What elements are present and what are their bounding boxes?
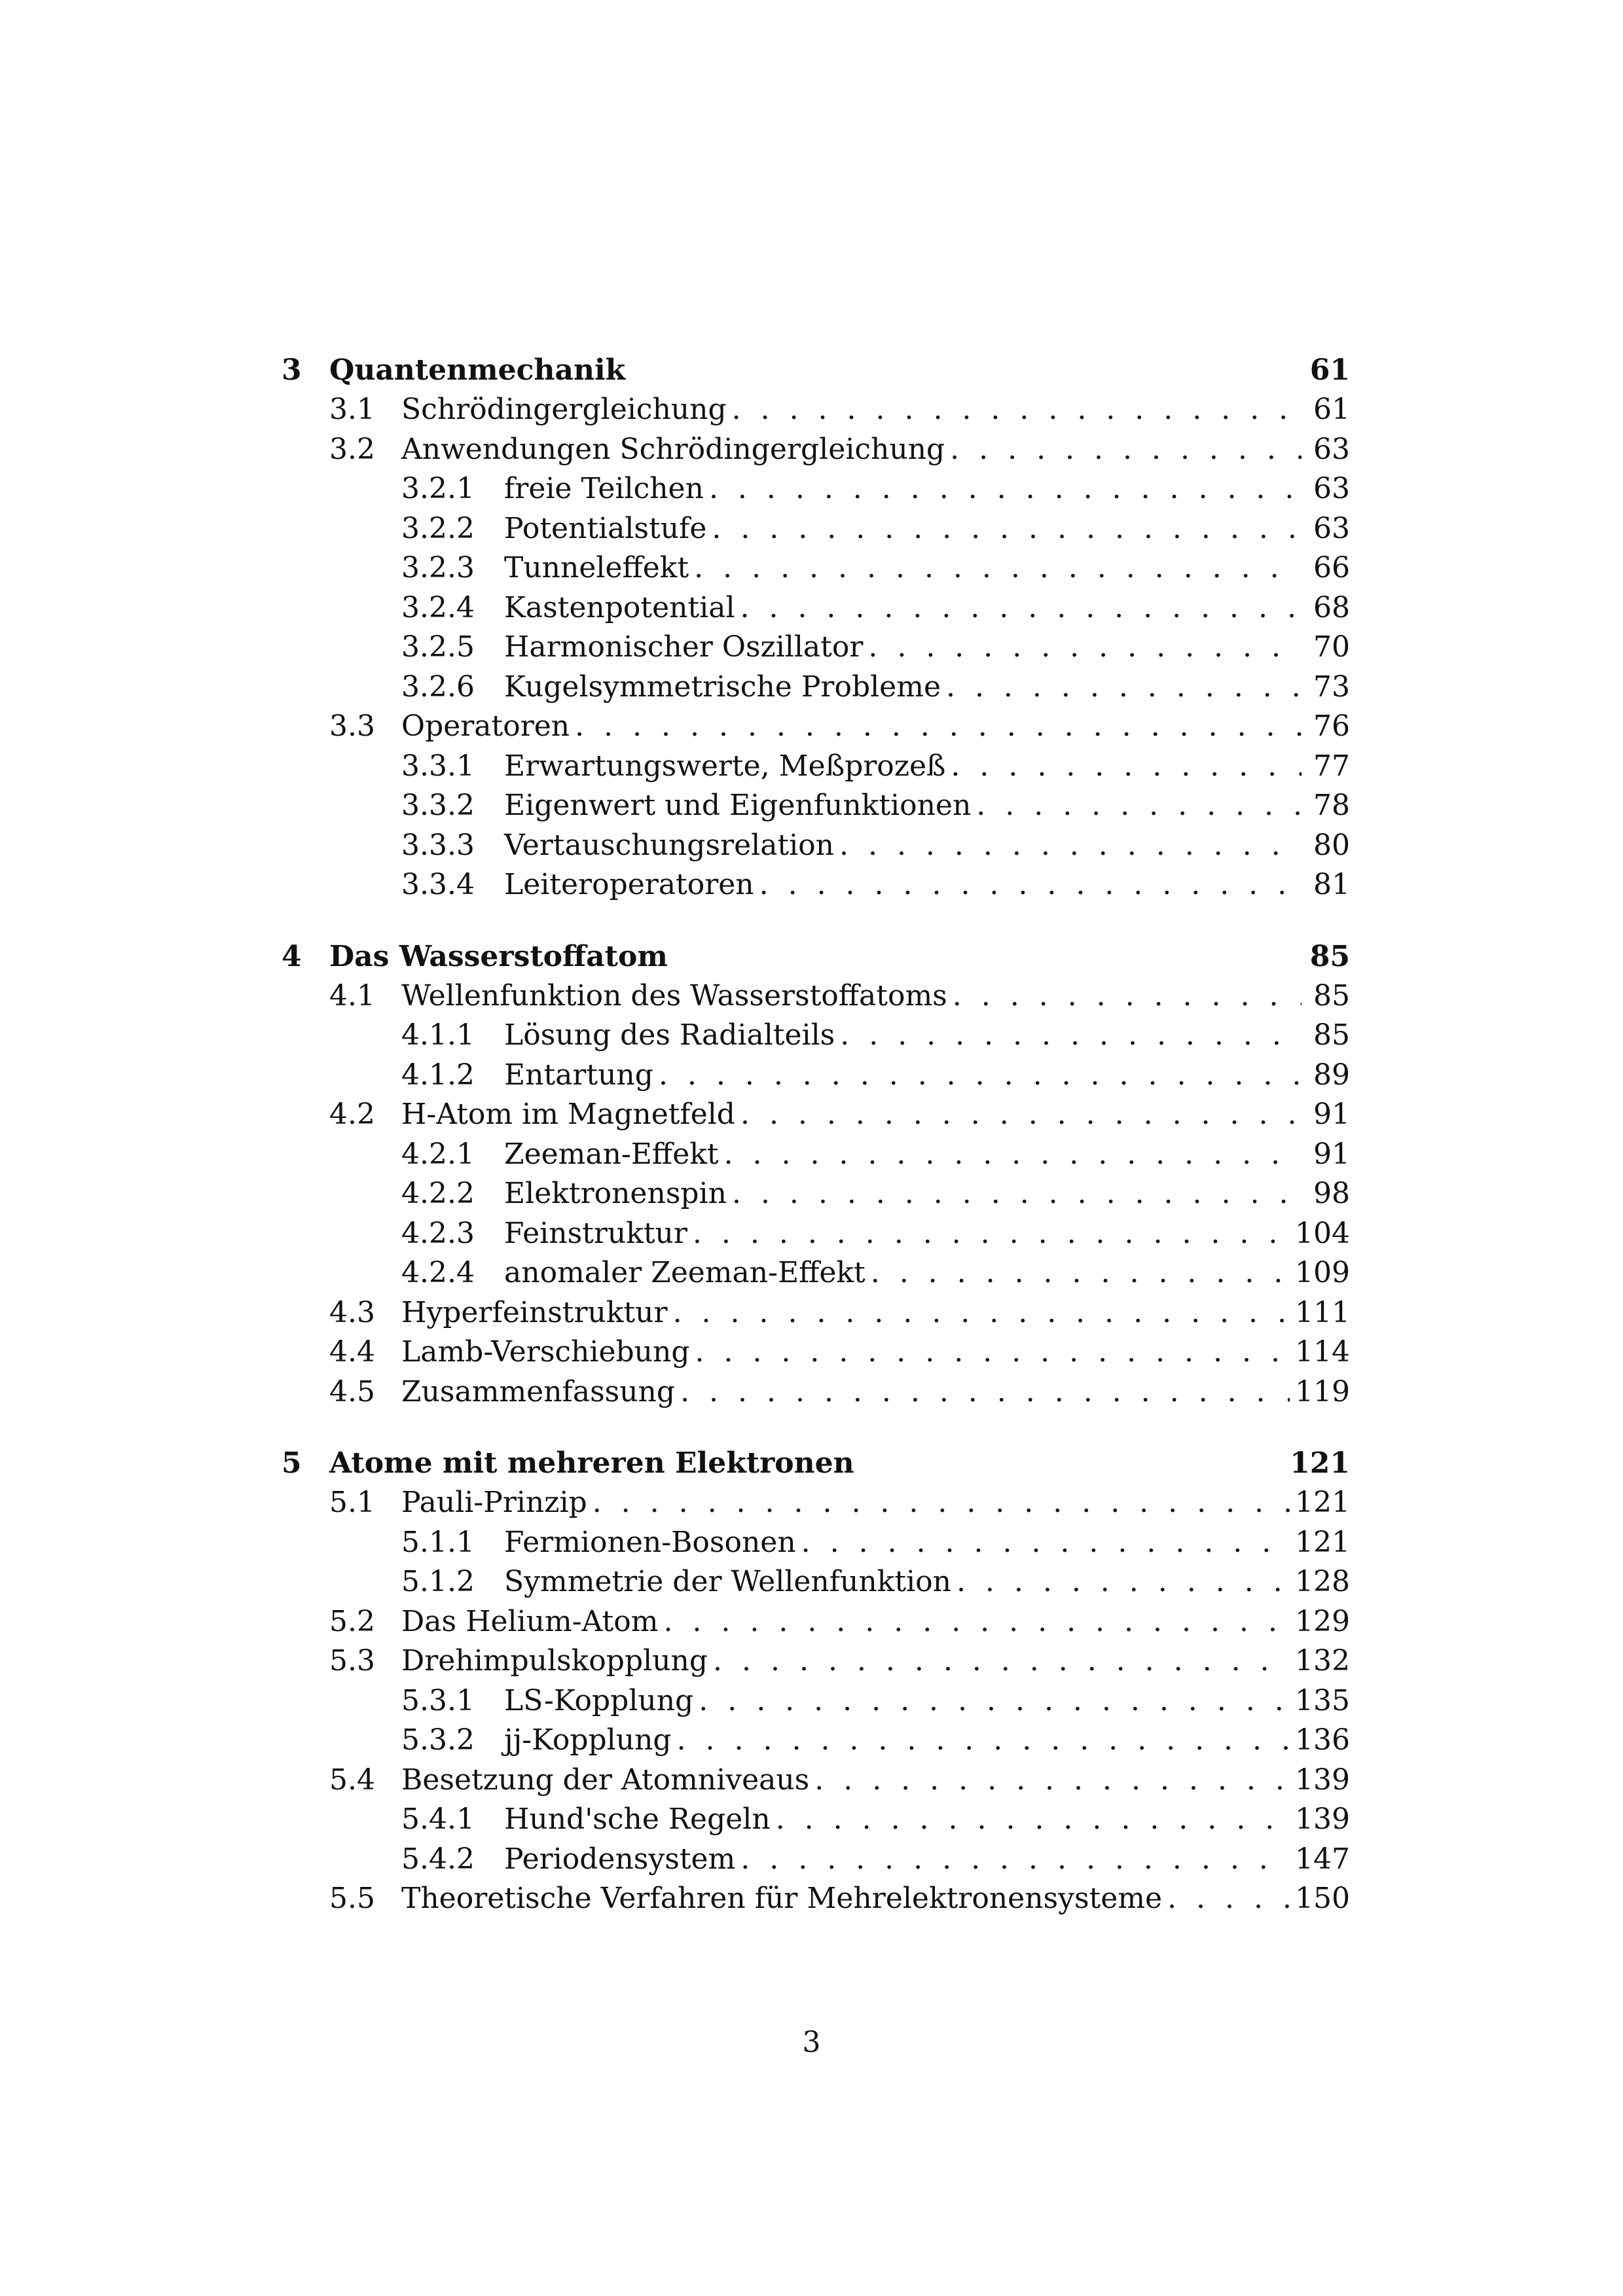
entry-title: Lösung des Radialteils — [504, 1018, 835, 1052]
dot-leader — [839, 826, 1302, 866]
entry-title: Feinstruktur — [504, 1216, 687, 1250]
entry-page: 73 — [1313, 670, 1350, 704]
entry-title: Lamb-Verschiebung — [401, 1335, 690, 1369]
entry-number: 5.3.2 — [401, 1723, 475, 1757]
toc-subsection[interactable] — [282, 865, 1350, 905]
toc-subsection[interactable] — [282, 1840, 1350, 1880]
dot-leader — [732, 1174, 1302, 1214]
chapter-spacer — [282, 1412, 1350, 1443]
entry-page: 119 — [1295, 1374, 1350, 1408]
entry-number: 4.2.3 — [401, 1216, 475, 1250]
entry-title: Fermionen-Bosonen — [504, 1525, 796, 1559]
dot-leader — [740, 1840, 1290, 1880]
toc-subsection[interactable] — [282, 1174, 1350, 1214]
entry-number: 5.3.1 — [401, 1683, 475, 1717]
entry-page: 139 — [1295, 1763, 1350, 1797]
entry-title: Periodensystem — [504, 1842, 736, 1876]
entry-title: Hyperfeinstruktur — [401, 1295, 668, 1329]
entry-number: 4.3 — [329, 1295, 375, 1329]
toc-subsection[interactable] — [282, 1721, 1350, 1761]
entry-number: 3.3.1 — [401, 749, 475, 783]
chapter-heading[interactable] — [282, 1443, 1350, 1483]
toc-subsection[interactable] — [282, 1253, 1350, 1293]
entry-number: 4.4 — [329, 1335, 375, 1369]
toc-subsection[interactable] — [282, 469, 1350, 509]
dot-leader — [693, 1214, 1290, 1254]
toc-section[interactable] — [282, 1641, 1350, 1681]
dot-leader — [680, 1372, 1290, 1412]
dot-leader — [663, 1602, 1290, 1642]
chapter-heading[interactable] — [282, 350, 1350, 390]
entry-title: Das Helium-Atom — [401, 1604, 659, 1638]
chapter-page: 121 — [1290, 1446, 1350, 1480]
entry-number: 3.2.4 — [401, 590, 475, 624]
entry-title: LS-Kopplung — [504, 1683, 694, 1717]
toc-section[interactable] — [282, 707, 1350, 747]
toc-section[interactable] — [282, 1095, 1350, 1135]
toc-section[interactable] — [282, 1761, 1350, 1801]
dot-leader — [951, 747, 1302, 787]
toc-section[interactable] — [282, 1372, 1350, 1412]
entry-title: Anwendungen Schrödingergleichung — [401, 432, 945, 466]
entry-title: Schrödingergleichung — [401, 393, 727, 426]
toc-subsection[interactable] — [282, 1562, 1350, 1602]
entry-page: 98 — [1313, 1177, 1350, 1210]
chapter-spacer — [282, 905, 1350, 937]
entry-page: 63 — [1313, 432, 1350, 466]
entry-title: Pauli-Prinzip — [401, 1486, 587, 1519]
dot-leader — [957, 1562, 1290, 1602]
entry-page: 114 — [1295, 1335, 1350, 1369]
dot-leader — [694, 548, 1302, 588]
entry-page: 66 — [1313, 551, 1350, 584]
entry-title: Zeeman-Effekt — [504, 1137, 719, 1171]
entry-number: 3.2 — [329, 432, 375, 466]
entry-page: 109 — [1295, 1256, 1350, 1289]
entry-number: 4.2.4 — [401, 1256, 475, 1289]
entry-page: 81 — [1313, 868, 1350, 901]
entry-title: Eigenwert und Eigenfunktionen — [504, 789, 972, 822]
entry-title: Zusammenfassung — [401, 1374, 676, 1408]
entry-title: anomaler Zeeman-Effekt — [504, 1256, 866, 1289]
entry-title: Kastenpotential — [504, 590, 735, 624]
toc-subsection[interactable] — [282, 1056, 1350, 1096]
entry-number: 4.2.2 — [401, 1177, 475, 1210]
entry-title: Tunneleffekt — [504, 551, 689, 584]
entry-number: 3.2.2 — [401, 511, 475, 545]
toc-subsection[interactable] — [282, 786, 1350, 826]
chapter-page: 61 — [1309, 353, 1350, 387]
dot-leader — [953, 977, 1302, 1016]
entry-page: 136 — [1295, 1723, 1350, 1757]
entry-title: Theoretische Verfahren für Mehrelektronensysteme — [401, 1882, 1163, 1915]
entry-number: 5.1.2 — [401, 1565, 475, 1598]
entry-page: 132 — [1295, 1644, 1350, 1677]
dot-leader — [709, 469, 1302, 509]
entry-page: 61 — [1313, 393, 1350, 426]
toc-section[interactable] — [282, 1333, 1350, 1372]
entry-number: 5.4.2 — [401, 1842, 475, 1876]
chapter-title: Das Wasserstoffatom — [329, 939, 668, 973]
toc-subsection[interactable] — [282, 1681, 1350, 1721]
entry-page: 129 — [1295, 1604, 1350, 1638]
entry-page: 89 — [1313, 1058, 1350, 1092]
entry-number: 4.1 — [329, 978, 375, 1013]
entry-number: 3.2.1 — [401, 472, 475, 505]
entry-title: Harmonischer Oszillator — [504, 630, 864, 664]
toc-section[interactable] — [282, 1483, 1350, 1523]
entry-title: Potentialstufe — [504, 511, 707, 545]
toc-subsection[interactable] — [282, 668, 1350, 708]
toc-section[interactable] — [282, 1879, 1350, 1919]
entry-title: Erwartungswerte, Meßprozeß — [504, 749, 946, 783]
dot-leader — [871, 1253, 1290, 1293]
entry-title: Besetzung der Atomniveaus — [401, 1763, 810, 1797]
entry-page: 70 — [1313, 630, 1350, 664]
entry-number: 4.1.2 — [401, 1058, 475, 1092]
chapter-heading[interactable] — [282, 937, 1350, 977]
entry-title: H-Atom im Magnetfeld — [401, 1098, 735, 1131]
dot-leader — [801, 1523, 1290, 1563]
dot-leader — [732, 390, 1302, 430]
entry-page: 135 — [1295, 1683, 1350, 1717]
dot-leader — [593, 1483, 1290, 1523]
entry-number: 5.1 — [329, 1486, 375, 1519]
entry-title: Entartung — [504, 1058, 653, 1092]
dot-leader — [713, 1641, 1290, 1681]
entry-page: 139 — [1295, 1803, 1350, 1836]
dot-leader — [575, 707, 1302, 747]
dot-leader — [712, 509, 1302, 549]
dot-leader — [677, 1721, 1290, 1761]
toc-subsection[interactable] — [282, 548, 1350, 588]
table-of-contents — [282, 350, 1350, 1919]
entry-number: 3.2.5 — [401, 630, 475, 664]
dot-leader — [950, 430, 1302, 470]
chapter-number: 4 — [282, 939, 302, 973]
entry-page: 121 — [1295, 1525, 1350, 1559]
dot-leader — [868, 628, 1302, 668]
entry-number: 5.3 — [329, 1644, 375, 1677]
dot-leader — [673, 1293, 1290, 1333]
entry-title: Kugelsymmetrische Probleme — [504, 670, 941, 704]
dot-leader — [1167, 1879, 1290, 1919]
dot-leader — [840, 1016, 1302, 1056]
entry-page: 63 — [1313, 472, 1350, 505]
dot-leader — [740, 1095, 1302, 1135]
entry-page: 128 — [1295, 1565, 1350, 1598]
entry-page: 76 — [1313, 709, 1350, 743]
toc-section[interactable] — [282, 977, 1350, 1016]
toc-subsection[interactable] — [282, 1800, 1350, 1840]
entry-number: 4.2 — [329, 1098, 375, 1131]
toc-section[interactable] — [282, 1293, 1350, 1333]
entry-title: Wellenfunktion des Wasserstoffatoms — [401, 978, 947, 1013]
entry-title: freie Teilchen — [504, 472, 704, 505]
entry-page: 91 — [1313, 1098, 1350, 1131]
toc-subsection[interactable] — [282, 1214, 1350, 1254]
toc-section[interactable] — [282, 390, 1350, 430]
entry-number: 5.4.1 — [401, 1803, 475, 1836]
entry-title: jj-Kopplung — [504, 1723, 672, 1757]
dot-leader — [724, 1135, 1302, 1175]
entry-page: 147 — [1295, 1842, 1350, 1876]
entry-number: 5.2 — [329, 1604, 375, 1638]
entry-number: 3.3.2 — [401, 789, 475, 822]
entry-title: Vertauschungsrelation — [504, 828, 835, 862]
entry-number: 3.1 — [329, 393, 375, 426]
entry-number: 3.2.3 — [401, 551, 475, 584]
chapter-number: 3 — [282, 353, 302, 387]
entry-number: 5.4 — [329, 1763, 375, 1797]
toc-section[interactable] — [282, 1602, 1350, 1642]
chapter-number: 5 — [282, 1446, 302, 1480]
page-number: 3 — [802, 2026, 821, 2059]
entry-page: 78 — [1313, 789, 1350, 822]
entry-page: 104 — [1295, 1216, 1350, 1250]
dot-leader — [740, 588, 1302, 628]
entry-number: 4.1.1 — [401, 1018, 475, 1052]
toc-subsection[interactable] — [282, 509, 1350, 549]
entry-page: 85 — [1313, 978, 1350, 1013]
toc-subsection[interactable] — [282, 588, 1350, 628]
toc-subsection[interactable] — [282, 747, 1350, 787]
entry-page: 91 — [1313, 1137, 1350, 1171]
entry-number: 4.5 — [329, 1374, 375, 1408]
entry-page: 68 — [1313, 590, 1350, 624]
toc-subsection[interactable] — [282, 628, 1350, 668]
entry-page: 80 — [1313, 828, 1350, 862]
entry-title: Operatoren — [401, 709, 570, 743]
toc-section[interactable] — [282, 430, 1350, 470]
dot-leader — [695, 1333, 1290, 1372]
entry-page: 150 — [1295, 1882, 1350, 1915]
entry-number: 5.1.1 — [401, 1525, 475, 1559]
dot-leader — [759, 865, 1302, 905]
entry-page: 63 — [1313, 511, 1350, 545]
entry-title: Symmetrie der Wellenfunktion — [504, 1565, 951, 1598]
entry-title: Leiteroperatoren — [504, 868, 754, 901]
dot-leader — [946, 668, 1302, 708]
entry-title: Hund'sche Regeln — [504, 1803, 771, 1836]
entry-number: 3.3 — [329, 709, 375, 743]
entry-title: Drehimpulskopplung — [401, 1644, 708, 1677]
entry-number: 3.3.3 — [401, 828, 475, 862]
toc-subsection[interactable] — [282, 1016, 1350, 1056]
entry-page: 85 — [1313, 1018, 1350, 1052]
dot-leader — [776, 1800, 1290, 1840]
entry-number: 3.3.4 — [401, 868, 475, 901]
chapter-title: Quantenmechanik — [329, 353, 626, 387]
toc-subsection[interactable] — [282, 1135, 1350, 1175]
entry-number: 4.2.1 — [401, 1137, 475, 1171]
dot-leader — [814, 1761, 1290, 1801]
entry-number: 5.5 — [329, 1882, 375, 1915]
chapter-page: 85 — [1309, 939, 1350, 973]
toc-subsection[interactable] — [282, 826, 1350, 866]
entry-page: 111 — [1295, 1295, 1350, 1329]
entry-number: 3.2.6 — [401, 670, 475, 704]
toc-subsection[interactable] — [282, 1523, 1350, 1563]
entry-title: Elektronenspin — [504, 1177, 727, 1210]
dot-leader — [699, 1681, 1290, 1721]
entry-page: 121 — [1295, 1486, 1350, 1519]
chapter-title: Atome mit mehreren Elektronen — [329, 1446, 854, 1480]
dot-leader — [976, 786, 1302, 826]
dot-leader — [659, 1056, 1302, 1096]
entry-page: 77 — [1313, 749, 1350, 783]
